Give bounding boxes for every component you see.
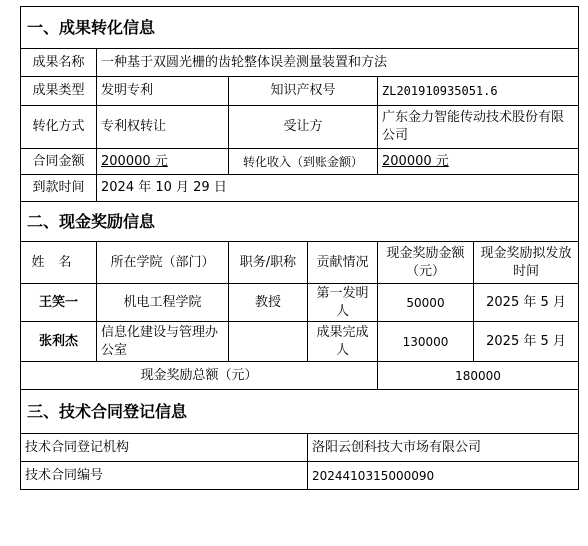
achievement-type-value: 发明专利 (97, 77, 229, 106)
contract-amount-label: 合同金额 (21, 149, 97, 175)
reward-header-amount: 现金奖励金额（元） (378, 242, 474, 284)
reward-person-dept: 信息化建设与管理办公室 (97, 322, 229, 362)
payment-date-value: 2024 年 10 月 29 日 (97, 175, 579, 202)
contract-amount-text: 200000 元 (101, 153, 168, 169)
table-row (21, 284, 579, 322)
payment-date-label: 到款时间 (21, 175, 97, 202)
reward-person-amount: 50000 (378, 284, 474, 322)
contract-number-value: 2024410315000090 (308, 462, 579, 490)
contract-org-label: 技术合同登记机构 (21, 434, 308, 462)
income-text: 200000 元 (382, 153, 449, 169)
reward-person-name: 张利杰 (21, 322, 97, 362)
assignee-value: 广东金力智能传动技术股份有限公司 (378, 106, 579, 149)
reward-person-dept: 机电工程学院 (97, 284, 229, 322)
contract-org-value: 洛阳云创科技大市场有限公司 (308, 434, 579, 462)
achievement-name-label: 成果名称 (21, 49, 97, 77)
table-row (21, 322, 579, 362)
reward-header-title: 职务/职称 (229, 242, 308, 284)
ip-number-value: ZL201910935051.6 (378, 77, 579, 106)
transfer-mode-label: 转化方式 (21, 106, 97, 149)
achievement-type-label: 成果类型 (21, 77, 97, 106)
reward-person-time: 2025 年 5 月 (474, 322, 579, 362)
reward-person-title (229, 322, 308, 362)
achievement-name-value: 一种基于双圆光栅的齿轮整体误差测量装置和方法 (97, 49, 579, 77)
reward-person-title: 教授 (229, 284, 308, 322)
contract-number-label: 技术合同编号 (21, 462, 308, 490)
reward-header-contribution: 贡献情况 (308, 242, 378, 284)
section-title-reward: 二、现金奖励信息 (21, 202, 579, 242)
section-title-contract: 三、技术合同登记信息 (21, 390, 579, 434)
reward-header-time: 现金奖励拟发放时间 (474, 242, 579, 284)
reward-person-time: 2025 年 5 月 (474, 284, 579, 322)
income-label: 转化收入（到账金额） (229, 149, 378, 175)
reward-total-label: 现金奖励总额（元） (21, 362, 378, 390)
reward-person-contribution: 第一发明人 (308, 284, 378, 322)
form-table (20, 6, 579, 490)
reward-total-value: 180000 (378, 362, 579, 390)
reward-person-contribution: 成果完成人 (308, 322, 378, 362)
reward-header-dept: 所在学院（部门） (97, 242, 229, 284)
assignee-label: 受让方 (229, 106, 378, 149)
ip-number-label: 知识产权号 (229, 77, 378, 106)
reward-person-amount: 130000 (378, 322, 474, 362)
document-form (20, 6, 578, 490)
reward-person-name: 王笑一 (21, 284, 97, 322)
reward-header-name: 姓名 (21, 242, 97, 284)
income-value (378, 149, 579, 175)
section-title-transfer: 一、成果转化信息 (21, 7, 579, 49)
contract-amount-value (97, 149, 229, 175)
transfer-mode-value: 专利权转让 (97, 106, 229, 149)
